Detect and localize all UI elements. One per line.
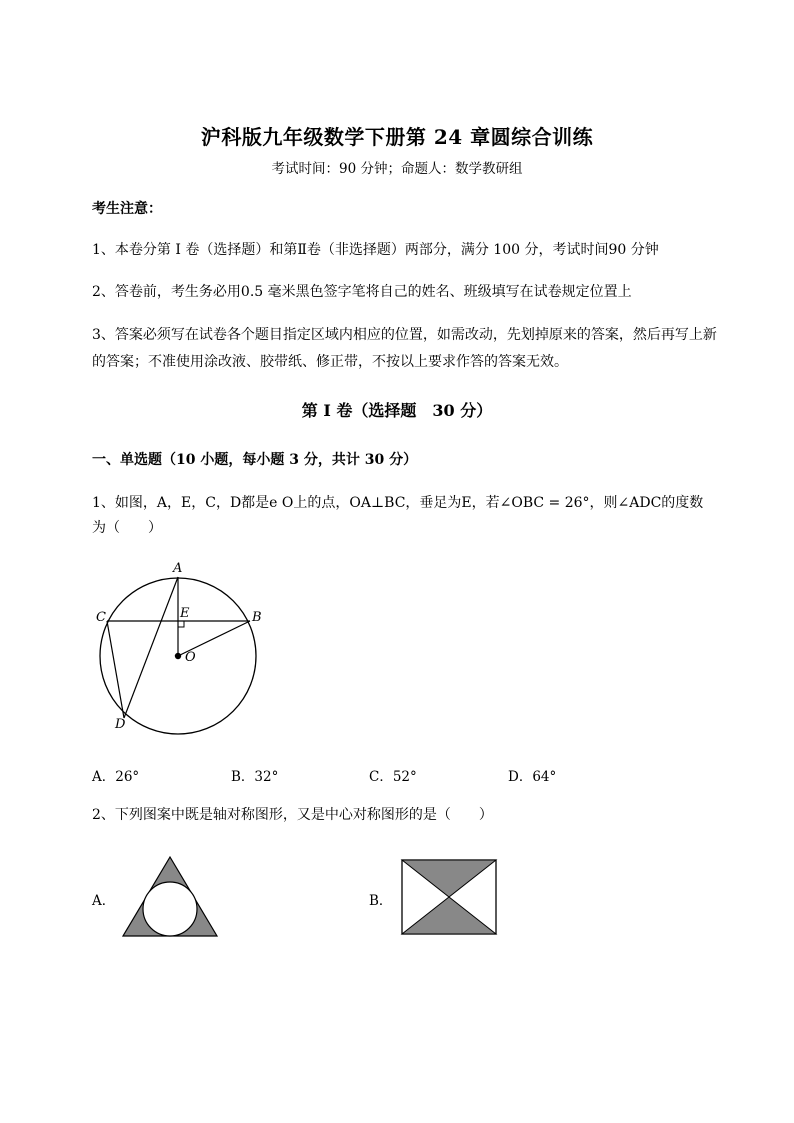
q1-stem: 1、如图，A，E，C，D都是e O上的点，OA⊥BC，垂足为E，若∠OBC = 26°，则∠ADC的度数 [92, 495, 704, 511]
q2-triangle-figure[interactable] [120, 855, 220, 941]
notice-heading: 考生注意： [92, 201, 162, 217]
notice-item-1: 1、本卷分第 I 卷（选择题）和第Ⅱ卷（非选择题）两部分，满分 100 分，考试时间90 分钟 [92, 242, 659, 258]
part-title: 一、单选题（10 小题，每小题 3 分，共计 30 分） [92, 452, 418, 468]
inscribed-circle [143, 882, 197, 936]
label-c: C [96, 610, 106, 625]
segment-ad [124, 577, 178, 718]
q1-circle-figure [90, 555, 270, 745]
notice-item-3: 3、答案必须写在试卷各个题目指定区域内相应的位置，如需改动，先划掉原来的答案，然后再写上新 [92, 327, 717, 343]
q1-option-a[interactable]: A．26° [92, 769, 140, 785]
notice-item-3-cont: 的答案；不准使用涂改液、胶带纸、修正带，不按以上要求作答的答案无效。 [92, 354, 568, 370]
notice-item-2: 2、答卷前，考生务必用0.5 毫米黑色签字笔将自己的姓名、班级填写在试卷规定位置上 [92, 284, 632, 300]
q1-stem-cont: 为（ ） [92, 520, 162, 536]
q2-rectangle-figure[interactable] [400, 858, 500, 938]
q2-option-a-label[interactable]: A． [92, 893, 116, 909]
q1-option-d[interactable]: D．64° [508, 769, 557, 785]
label-a: A [173, 561, 183, 576]
q1-option-b[interactable]: B．32° [231, 769, 279, 785]
q1-option-c[interactable]: C．52° [369, 769, 417, 785]
q2-stem: 2、下列图案中既是轴对称图形，又是中心对称图形的是（ ） [92, 807, 493, 823]
label-o: O [185, 650, 196, 665]
label-b: B [252, 610, 262, 625]
label-d: D [115, 717, 126, 732]
center-dot [175, 653, 181, 659]
page-title: 沪科版九年级数学下册第 24 章圆综合训练 [200, 125, 594, 149]
label-e: E [180, 606, 190, 621]
exam-info: 考试时间：90 分钟；命题人：数学教研组 [271, 161, 523, 177]
right-angle-mark [178, 621, 184, 627]
section-title: 第 I 卷（选择题 30 分） [301, 401, 493, 420]
q2-option-b-label[interactable]: B． [369, 893, 393, 909]
